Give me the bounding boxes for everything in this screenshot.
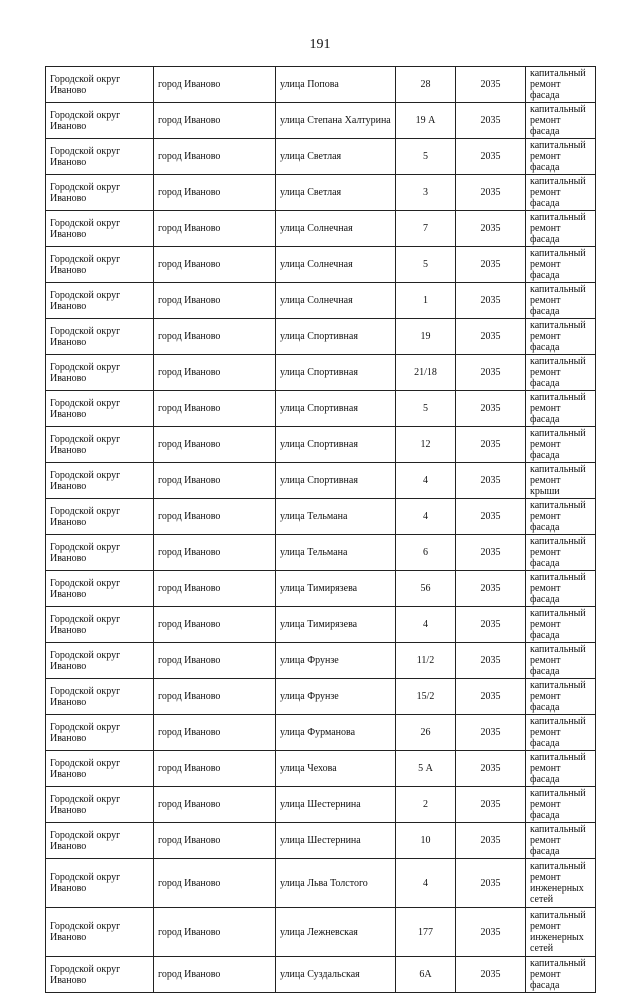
cell-street: улица Чехова (276, 751, 396, 787)
cell-municipality: Городской округ Иваново (46, 463, 154, 499)
cell-municipality: Городской округ Иваново (46, 427, 154, 463)
cell-year: 2035 (456, 67, 526, 103)
table-row (46, 211, 596, 247)
cell-settlement: город Иваново (154, 571, 276, 607)
cell-house-number: 5 (396, 247, 456, 283)
table-row (46, 463, 596, 499)
cell-settlement: город Иваново (154, 957, 276, 993)
cell-municipality: Городской округ Иваново (46, 211, 154, 247)
cell-work-type: капитальный ремонт фасада (526, 247, 596, 283)
cell-street: улица Фурманова (276, 715, 396, 751)
cell-house-number: 1 (396, 283, 456, 319)
repair-schedule-table (45, 66, 596, 993)
cell-street: улица Спортивная (276, 427, 396, 463)
table-row (46, 823, 596, 859)
cell-settlement: город Иваново (154, 247, 276, 283)
cell-house-number: 12 (396, 427, 456, 463)
cell-municipality: Городской округ Иваново (46, 535, 154, 571)
cell-work-type: капитальный ремонт фасада (526, 139, 596, 175)
table-row (46, 715, 596, 751)
cell-settlement: город Иваново (154, 499, 276, 535)
cell-year: 2035 (456, 908, 526, 957)
cell-municipality: Городской округ Иваново (46, 571, 154, 607)
cell-house-number: 56 (396, 571, 456, 607)
table-row (46, 859, 596, 908)
cell-year: 2035 (456, 679, 526, 715)
cell-work-type: капитальный ремонт фасада (526, 211, 596, 247)
cell-work-type: капитальный ремонт фасада (526, 427, 596, 463)
cell-municipality: Городской округ Иваново (46, 247, 154, 283)
cell-year: 2035 (456, 535, 526, 571)
cell-work-type: капитальный ремонт фасада (526, 751, 596, 787)
cell-settlement: город Иваново (154, 427, 276, 463)
cell-municipality: Городской округ Иваново (46, 499, 154, 535)
table-row (46, 103, 596, 139)
cell-year: 2035 (456, 643, 526, 679)
cell-municipality: Городской округ Иваново (46, 67, 154, 103)
cell-house-number: 4 (396, 859, 456, 908)
cell-year: 2035 (456, 103, 526, 139)
cell-street: улица Спортивная (276, 391, 396, 427)
cell-year: 2035 (456, 283, 526, 319)
cell-municipality: Городской округ Иваново (46, 319, 154, 355)
table-row (46, 175, 596, 211)
cell-year: 2035 (456, 607, 526, 643)
table-row (46, 957, 596, 993)
cell-municipality: Городской округ Иваново (46, 607, 154, 643)
table-row (46, 751, 596, 787)
cell-street: улица Льва Толстого (276, 859, 396, 908)
table-row (46, 427, 596, 463)
table-row (46, 391, 596, 427)
cell-street: улица Попова (276, 67, 396, 103)
cell-work-type: капитальный ремонт фасада (526, 535, 596, 571)
cell-settlement: город Иваново (154, 139, 276, 175)
cell-year: 2035 (456, 957, 526, 993)
page-number: 191 (309, 37, 331, 52)
cell-municipality: Городской округ Иваново (46, 139, 154, 175)
cell-house-number: 19 А (396, 103, 456, 139)
cell-municipality: Городской округ Иваново (46, 715, 154, 751)
cell-year: 2035 (456, 211, 526, 247)
cell-street: улица Степана Халтурина (276, 103, 396, 139)
cell-work-type: капитальный ремонт фасада (526, 787, 596, 823)
cell-street: улица Светлая (276, 175, 396, 211)
cell-municipality: Городской округ Иваново (46, 283, 154, 319)
cell-municipality: Городской округ Иваново (46, 751, 154, 787)
table-row (46, 283, 596, 319)
cell-municipality: Городской округ Иваново (46, 787, 154, 823)
cell-house-number: 28 (396, 67, 456, 103)
cell-year: 2035 (456, 787, 526, 823)
cell-street: улица Лежневская (276, 908, 396, 957)
cell-settlement: город Иваново (154, 908, 276, 957)
cell-street: улица Фрунзе (276, 679, 396, 715)
cell-work-type: капитальный ремонт фасада (526, 643, 596, 679)
table-row (46, 67, 596, 103)
cell-street: улица Солнечная (276, 247, 396, 283)
cell-street: улица Шестернина (276, 787, 396, 823)
cell-work-type: капитальный ремонт фасада (526, 499, 596, 535)
cell-street: улица Суздальская (276, 957, 396, 993)
cell-work-type: капитальный ремонт фасада (526, 715, 596, 751)
cell-year: 2035 (456, 247, 526, 283)
cell-municipality: Городской округ Иваново (46, 103, 154, 139)
table-row (46, 679, 596, 715)
table-row (46, 355, 596, 391)
cell-street: улица Солнечная (276, 211, 396, 247)
cell-work-type: капитальный ремонт фасада (526, 175, 596, 211)
cell-house-number: 19 (396, 319, 456, 355)
cell-year: 2035 (456, 823, 526, 859)
cell-settlement: город Иваново (154, 103, 276, 139)
cell-work-type: капитальный ремонт фасада (526, 391, 596, 427)
cell-house-number: 6 (396, 535, 456, 571)
cell-municipality: Городской округ Иваново (46, 823, 154, 859)
cell-year: 2035 (456, 715, 526, 751)
cell-work-type: капитальный ремонт фасада (526, 607, 596, 643)
cell-house-number: 4 (396, 499, 456, 535)
cell-year: 2035 (456, 463, 526, 499)
cell-year: 2035 (456, 859, 526, 908)
table-row (46, 787, 596, 823)
cell-year: 2035 (456, 175, 526, 211)
cell-settlement: город Иваново (154, 751, 276, 787)
cell-settlement: город Иваново (154, 175, 276, 211)
table-row (46, 908, 596, 957)
cell-house-number: 26 (396, 715, 456, 751)
table-row (46, 607, 596, 643)
cell-work-type: капитальный ремонт фасада (526, 283, 596, 319)
cell-work-type: капитальный ремонт фасада (526, 957, 596, 993)
cell-year: 2035 (456, 571, 526, 607)
cell-work-type: капитальный ремонт фасада (526, 679, 596, 715)
cell-municipality: Городской округ Иваново (46, 957, 154, 993)
cell-street: улица Спортивная (276, 319, 396, 355)
cell-municipality: Городской округ Иваново (46, 859, 154, 908)
cell-house-number: 3 (396, 175, 456, 211)
cell-house-number: 4 (396, 463, 456, 499)
cell-settlement: город Иваново (154, 319, 276, 355)
cell-settlement: город Иваново (154, 463, 276, 499)
cell-house-number: 10 (396, 823, 456, 859)
cell-work-type: капитальный ремонт фасада (526, 103, 596, 139)
cell-street: улица Тельмана (276, 535, 396, 571)
cell-house-number: 11/2 (396, 643, 456, 679)
cell-house-number: 21/18 (396, 355, 456, 391)
cell-street: улица Светлая (276, 139, 396, 175)
cell-settlement: город Иваново (154, 283, 276, 319)
cell-settlement: город Иваново (154, 715, 276, 751)
cell-house-number: 5 (396, 391, 456, 427)
table-row (46, 499, 596, 535)
table-body (46, 67, 596, 993)
cell-work-type: капитальный ремонт фасада (526, 319, 596, 355)
cell-settlement: город Иваново (154, 391, 276, 427)
cell-year: 2035 (456, 139, 526, 175)
cell-work-type: капитальный ремонт инженерных сетей (526, 908, 596, 957)
cell-settlement: город Иваново (154, 679, 276, 715)
table-row (46, 535, 596, 571)
cell-work-type: капитальный ремонт фасада (526, 67, 596, 103)
cell-house-number: 7 (396, 211, 456, 247)
cell-municipality: Городской округ Иваново (46, 643, 154, 679)
cell-house-number: 177 (396, 908, 456, 957)
cell-street: улица Тельмана (276, 499, 396, 535)
cell-street: улица Фрунзе (276, 643, 396, 679)
cell-municipality: Городской округ Иваново (46, 175, 154, 211)
cell-settlement: город Иваново (154, 643, 276, 679)
cell-work-type: капитальный ремонт крыши (526, 463, 596, 499)
cell-year: 2035 (456, 319, 526, 355)
table-row (46, 247, 596, 283)
cell-work-type: капитальный ремонт фасада (526, 823, 596, 859)
table-row (46, 319, 596, 355)
table-row (46, 571, 596, 607)
cell-street: улица Солнечная (276, 283, 396, 319)
cell-street: улица Тимирязева (276, 607, 396, 643)
cell-year: 2035 (456, 499, 526, 535)
cell-municipality: Городской округ Иваново (46, 679, 154, 715)
cell-street: улица Спортивная (276, 463, 396, 499)
cell-municipality: Городской округ Иваново (46, 908, 154, 957)
cell-work-type: капитальный ремонт фасада (526, 571, 596, 607)
cell-settlement: город Иваново (154, 607, 276, 643)
cell-house-number: 6А (396, 957, 456, 993)
cell-municipality: Городской округ Иваново (46, 355, 154, 391)
cell-house-number: 2 (396, 787, 456, 823)
cell-work-type: капитальный ремонт инженерных сетей (526, 859, 596, 908)
table-row (46, 643, 596, 679)
cell-house-number: 4 (396, 607, 456, 643)
cell-house-number: 5 (396, 139, 456, 175)
cell-work-type: капитальный ремонт фасада (526, 355, 596, 391)
cell-house-number: 5 А (396, 751, 456, 787)
cell-settlement: город Иваново (154, 535, 276, 571)
cell-settlement: город Иваново (154, 787, 276, 823)
cell-year: 2035 (456, 391, 526, 427)
cell-year: 2035 (456, 427, 526, 463)
cell-settlement: город Иваново (154, 67, 276, 103)
cell-street: улица Тимирязева (276, 571, 396, 607)
cell-year: 2035 (456, 751, 526, 787)
cell-municipality: Городской округ Иваново (46, 391, 154, 427)
cell-year: 2035 (456, 355, 526, 391)
cell-settlement: город Иваново (154, 355, 276, 391)
cell-settlement: город Иваново (154, 823, 276, 859)
cell-settlement: город Иваново (154, 211, 276, 247)
cell-street: улица Спортивная (276, 355, 396, 391)
cell-house-number: 15/2 (396, 679, 456, 715)
cell-settlement: город Иваново (154, 859, 276, 908)
cell-street: улица Шестернина (276, 823, 396, 859)
table-row (46, 139, 596, 175)
